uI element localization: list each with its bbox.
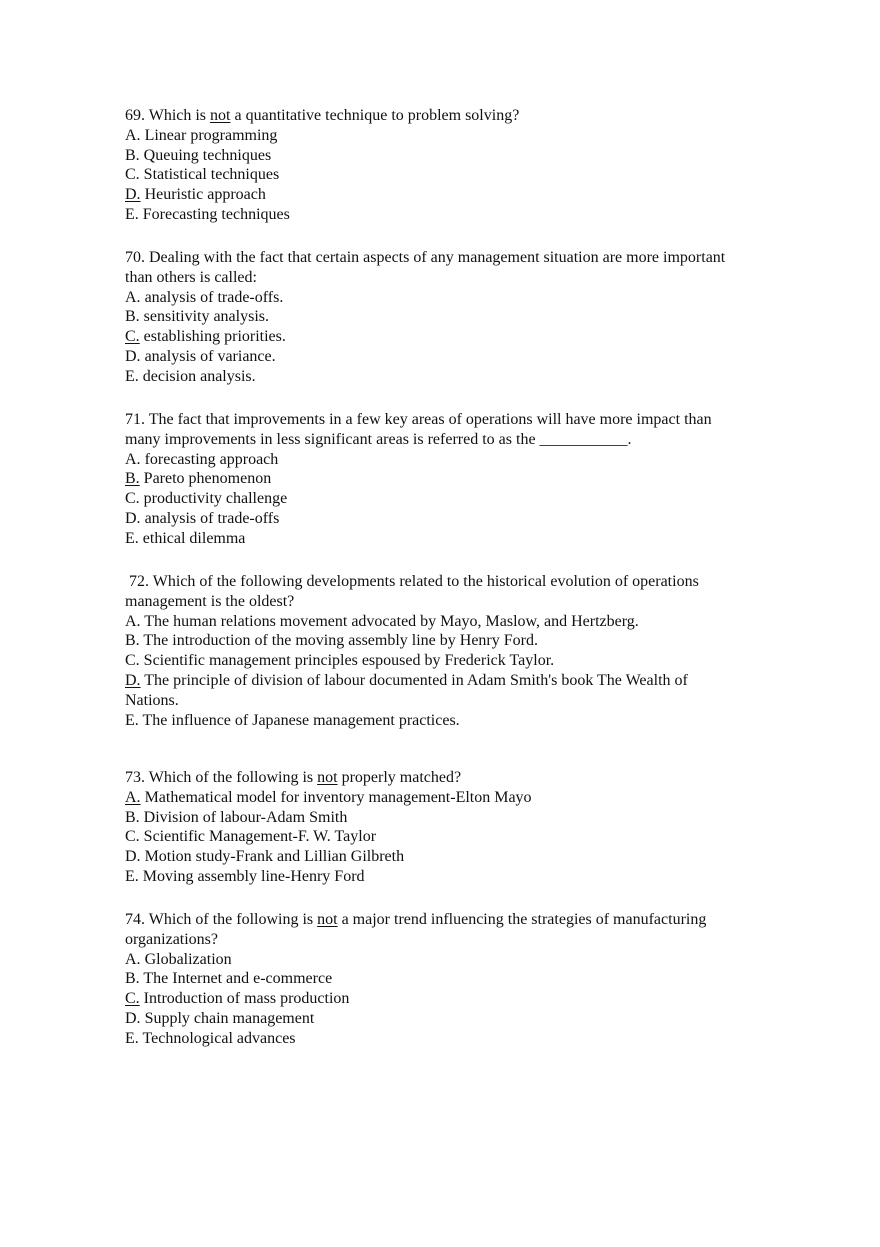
option-d bbox=[125, 847, 785, 867]
option-e bbox=[125, 529, 785, 549]
option-letter: B. bbox=[125, 808, 140, 826]
option-text: Linear programming bbox=[140, 126, 278, 144]
option-letter: D. bbox=[125, 347, 141, 365]
option-c-answer bbox=[125, 989, 785, 1009]
option-text: Statistical techniques bbox=[139, 166, 280, 184]
option-letter: A. bbox=[125, 450, 141, 468]
question-70 bbox=[125, 248, 785, 387]
option-d-continuation: Nations. bbox=[125, 691, 179, 709]
option-b bbox=[125, 969, 785, 989]
option-letter: E. bbox=[125, 1029, 139, 1047]
option-text: decision analysis. bbox=[138, 367, 256, 385]
option-letter: B. bbox=[125, 970, 140, 988]
option-letter: E. bbox=[125, 711, 139, 729]
option-letter: B. bbox=[125, 146, 140, 164]
stem-text: a major trend influencing the strategies of manufacturing bbox=[337, 911, 707, 928]
option-text: Scientific management principles espoused by Frederick Taylor. bbox=[139, 652, 555, 670]
option-text: The introduction of the moving assembly line by Henry Ford. bbox=[139, 632, 538, 650]
option-text: Globalization bbox=[140, 950, 232, 968]
option-a bbox=[125, 126, 785, 146]
option-text: The principle of division of labour documented in Adam Smith's book The Wealth of bbox=[140, 671, 688, 689]
option-b bbox=[125, 808, 785, 828]
option-letter-marked: D. bbox=[125, 671, 141, 689]
option-c bbox=[125, 165, 785, 185]
emphasis-not: not bbox=[210, 107, 231, 124]
stem-text: 73. Which of the following is bbox=[125, 769, 318, 786]
option-letter-marked: B. bbox=[125, 470, 140, 488]
option-a bbox=[125, 288, 785, 308]
option-letter-marked: A. bbox=[125, 788, 141, 806]
option-text: sensitivity analysis. bbox=[139, 308, 269, 326]
option-text: Heuristic approach bbox=[140, 186, 266, 204]
emphasis-not: not bbox=[317, 911, 338, 928]
option-text: analysis of trade-offs bbox=[140, 509, 280, 527]
option-letter: E. bbox=[125, 367, 139, 385]
stem-text: 69. Which is bbox=[125, 107, 211, 124]
question-69-stem bbox=[125, 106, 785, 126]
option-text: productivity challenge bbox=[139, 490, 288, 508]
option-text: Scientific Management-F. W. Taylor bbox=[139, 828, 377, 846]
option-b bbox=[125, 146, 785, 166]
option-text: ethical dilemma bbox=[138, 529, 246, 547]
option-text: Supply chain management bbox=[140, 1009, 315, 1027]
option-b bbox=[125, 307, 785, 327]
option-letter: D. bbox=[125, 848, 141, 866]
question-69 bbox=[125, 106, 785, 225]
option-letter: E. bbox=[125, 867, 139, 885]
option-text: analysis of trade-offs. bbox=[140, 288, 284, 306]
option-letter: D. bbox=[125, 509, 141, 527]
option-text: forecasting approach bbox=[140, 450, 279, 468]
option-d-answer bbox=[125, 185, 785, 205]
question-74-stem-line2: organizations? bbox=[125, 930, 219, 948]
option-e bbox=[125, 1029, 785, 1049]
option-a bbox=[125, 450, 785, 470]
question-70-stem-line2: than others is called: bbox=[125, 268, 257, 286]
option-text: Motion study-Frank and Lillian Gilbreth bbox=[140, 848, 405, 866]
option-text: Introduction of mass production bbox=[139, 990, 350, 1008]
option-text: Technological advances bbox=[138, 1029, 296, 1047]
option-d bbox=[125, 509, 785, 529]
option-a bbox=[125, 612, 785, 632]
option-text: Forecasting techniques bbox=[138, 205, 290, 223]
question-74 bbox=[125, 910, 785, 1049]
option-b-answer bbox=[125, 469, 785, 489]
option-text: The Internet and e-commerce bbox=[139, 970, 333, 988]
stem-text: a quantitative technique to problem solving? bbox=[230, 107, 520, 124]
option-c-answer bbox=[125, 327, 785, 347]
option-c bbox=[125, 827, 785, 847]
option-text: The human relations movement advocated by Mayo, Maslow, and Hertzberg. bbox=[140, 612, 639, 630]
option-c bbox=[125, 651, 785, 671]
option-letter: B. bbox=[125, 632, 140, 650]
option-letter: A. bbox=[125, 126, 141, 144]
option-text: Moving assembly line-Henry Ford bbox=[138, 867, 365, 885]
option-letter: C. bbox=[125, 490, 140, 508]
question-72-stem-line2: management is the oldest? bbox=[125, 592, 295, 610]
question-71-stem-line1: 71. The fact that improvements in a few key areas of operations will have more impact than bbox=[125, 411, 712, 428]
option-a-answer bbox=[125, 788, 785, 808]
option-b bbox=[125, 631, 785, 651]
option-text: Division of labour-Adam Smith bbox=[139, 808, 348, 826]
question-72-stem-line1: 72. Which of the following developments related to the historical evolution of operations bbox=[125, 573, 699, 590]
option-letter: C. bbox=[125, 828, 140, 846]
option-letter: E. bbox=[125, 205, 139, 223]
option-d bbox=[125, 347, 785, 367]
option-letter: A. bbox=[125, 612, 141, 630]
option-a bbox=[125, 950, 785, 970]
option-c bbox=[125, 489, 785, 509]
option-text: The influence of Japanese management practices. bbox=[138, 711, 460, 729]
option-letter-marked: C. bbox=[125, 990, 140, 1008]
stem-text: properly matched? bbox=[337, 769, 462, 786]
option-letter: E. bbox=[125, 529, 139, 547]
question-72 bbox=[125, 572, 785, 730]
option-text: Pareto phenomenon bbox=[139, 470, 272, 488]
question-73 bbox=[125, 768, 785, 887]
option-letter: C. bbox=[125, 166, 140, 184]
option-text: Mathematical model for inventory management-Elton Mayo bbox=[140, 788, 532, 806]
option-letter: C. bbox=[125, 652, 140, 670]
option-text: Queuing techniques bbox=[139, 146, 272, 164]
question-71-stem-line2: many improvements in less significant areas is referred to as the ___________. bbox=[125, 430, 632, 448]
option-e bbox=[125, 711, 785, 731]
question-70-stem-line1: 70. Dealing with the fact that certain aspects of any management situation are more important bbox=[125, 249, 726, 266]
question-71 bbox=[125, 410, 785, 549]
question-74-stem-line1 bbox=[125, 910, 785, 930]
option-e bbox=[125, 205, 785, 225]
option-letter: A. bbox=[125, 950, 141, 968]
option-letter: B. bbox=[125, 308, 140, 326]
option-letter: D. bbox=[125, 1009, 141, 1027]
option-d bbox=[125, 1009, 785, 1029]
option-text: analysis of variance. bbox=[140, 347, 276, 365]
option-e bbox=[125, 867, 785, 887]
question-73-stem bbox=[125, 768, 785, 788]
option-letter: A. bbox=[125, 288, 141, 306]
option-letter-marked: D. bbox=[125, 186, 141, 204]
option-letter-marked: C. bbox=[125, 328, 140, 346]
option-text: establishing priorities. bbox=[139, 328, 286, 346]
option-d-answer bbox=[125, 671, 785, 691]
emphasis-not: not bbox=[317, 769, 338, 786]
stem-text: 74. Which of the following is bbox=[125, 911, 318, 928]
option-e bbox=[125, 367, 785, 387]
